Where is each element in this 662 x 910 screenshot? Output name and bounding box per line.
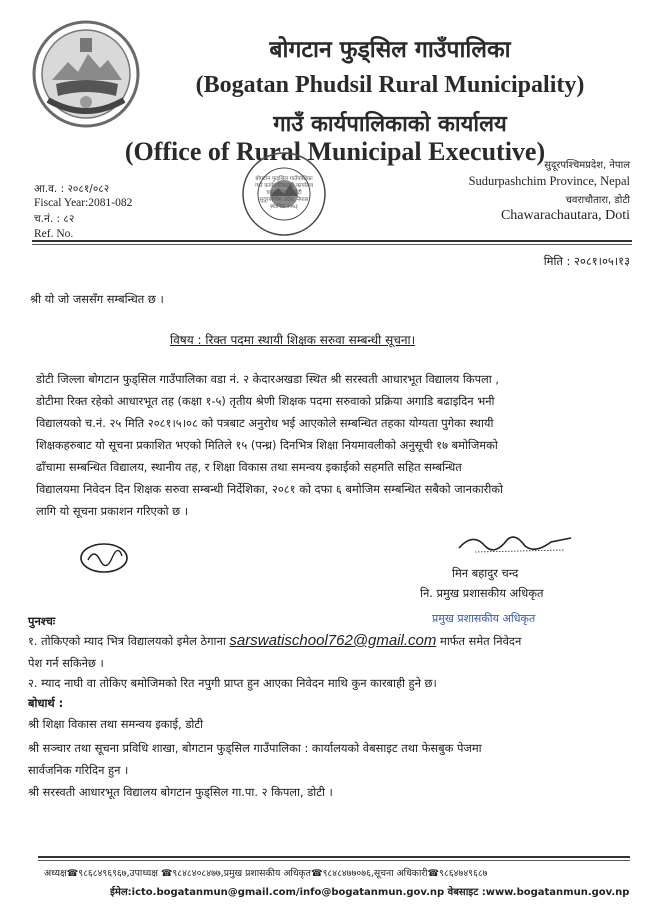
footer-contacts: अध्यक्ष☎९८६८४९६९६७,उपाध्यक्ष ☎९८४८४०८४७७,प्रमुख प्रशासकीय अधिकृत☎९८४८४७७०७६,सूचना अधिकारी☎९८६४७४९६८७	[44, 868, 488, 879]
body-line: लागि यो सूचना प्रकाशन गरिएको छ ।	[36, 504, 189, 518]
postscript-item-2: २. म्याद नाघी वा तोकिए बमोजिमको रित नपुगी प्राप्त हुन आएका निवेदन माथि कुन कारबाही हुने छ।	[28, 676, 437, 690]
official-designation-stamp: प्रमुख प्रशासकीय अधिकृत	[432, 612, 536, 625]
header-divider	[32, 240, 632, 242]
signatory-title: नि. प्रमुख प्रशासकीय अधिकृत	[420, 586, 544, 600]
subject-line: विषय : रिक्त पदमा स्थायी शिक्षक सरुवा सम्बन्धी सूचना।	[170, 333, 416, 347]
body-line: डोटीमा रिक्त रहेको आधारभूत तह (कक्षा १-५) तृतीय श्रेणी शिक्षक पदमा सरुवाको प्रक्रिया अगाडि बढाइदिन भनी	[36, 394, 495, 408]
province-np: सुदूरपश्चिमप्रदेश, नेपाल	[544, 160, 630, 171]
cc-line: श्री शिक्षा विकास तथा समन्वय इकाई, डोटी	[28, 717, 204, 731]
body-line: विद्यालयमा निवेदन दिन शिक्षक सरुवा सम्बन्धी निर्देशिका, २०८१ को दफा ६ बमोजिम सम्बन्धित सबैको जानकारीको	[36, 482, 503, 496]
body-line: ढाँचामा सम्बन्धित विद्यालय, स्थानीय तह, र शिक्षा विकास तथा समन्वय इकाईको सहमति सहित सम्बन्धित	[36, 460, 462, 474]
footer-divider-thin	[38, 860, 630, 861]
stamp-text: बोगटान फुड्सिल गाउँपालिका गाउँ कार्यपालिकाको कार्यालय चवराचौतारा, डोटी सुदूरपश्चिम प्रदेश, नेपाल स्थापित २०७३	[254, 176, 314, 210]
cc-line: श्री सरस्वती आधारभूत विद्यालय बोगटान फुड्सिल गा.पा. २ किपला, डोटी ।	[28, 785, 333, 799]
place-en: Chawarachautara, Doti	[500, 208, 630, 223]
cha-na-number: च.नं. : ८२	[34, 213, 75, 225]
fiscal-year-en: Fiscal Year:2081-082	[34, 197, 133, 209]
office-title-en: (Office of Rural Municipal Executive)	[124, 137, 546, 166]
body-line: शिक्षकहरुबाट यो सूचना प्रकाशित भएको मितिले १५ (पन्ध्र) दिनभित्र शिक्षा नियमावलीको अनुसूची १७ बमोजिमको	[36, 438, 498, 452]
municipality-title-en: (Bogatan Phudsil Rural Municipality)	[195, 72, 585, 98]
municipality-title-np: बोगटान फुड्सिल गाउँपालिका	[269, 37, 511, 63]
cc-line: सार्वजनिक गरिदिन हुन ।	[28, 763, 129, 777]
signatory-signature	[455, 528, 575, 562]
body-line: विद्यालयको च.नं. २५ मिति २०८१।५।०८ को पत्रबाट अनुरोध भई आएकोले सम्बन्धित तहका योग्यता पुगेका स्थायी	[36, 416, 494, 430]
fiscal-year-np: आ.व. : २०८१/०८२	[34, 183, 110, 195]
cc-line: श्री सञ्चार तथा सूचना प्रविधि शाखा, बोगटान फुड्सिल गाउँपालिका : कार्यालयको वेबसाइट तथा फेसबुक पेजमा	[28, 741, 482, 755]
postscript-item-1-cont: पेश गर्न सकिनेछ ।	[28, 656, 104, 670]
addressee: श्री यो जो जससँग सम्बन्धित छ ।	[30, 292, 164, 306]
school-email-link[interactable]: sarswatischool762@gmail.com	[229, 632, 437, 649]
postscript-item-1: १. तोकिएको म्याद भित्र विद्यालयको इमेल ठेगाना sarswatischool762@gmail.com मार्फत समेत निवेदन	[28, 632, 522, 649]
initials-signature	[78, 540, 130, 576]
footer-email-website: ईमेल:icto.bogatanmun@gmail.com/info@bogatanmun.gov.np वेबसाइट :www.bogatanmun.gov.np	[110, 887, 630, 898]
notice-body	[36, 368, 634, 522]
postscript-heading: पुनश्चः	[28, 614, 56, 628]
office-title-np: गाउँ कार्यपालिकाको कार्यालय	[273, 112, 507, 137]
province-en: Sudurpashchim Province, Nepal	[468, 174, 630, 188]
ref-no-label: Ref. No.	[34, 228, 74, 240]
body-line: डोटी जिल्ला बोगटान फुड्सिल गाउँपालिका वडा नं. २ केदारअखडा स्थित श्री सरस्वती आधारभूत विद्यालय किपला ,	[36, 372, 499, 386]
footer-divider	[38, 856, 630, 858]
header-divider-thin	[32, 244, 632, 245]
cc-heading: बोधार्थ :	[28, 696, 64, 710]
letter-date: मिति : २०८१।०५।१३	[543, 254, 630, 268]
signatory-name: मिन बहादुर चन्द	[452, 566, 519, 580]
place-np: चवराचौतारा, डोटी	[565, 195, 630, 206]
